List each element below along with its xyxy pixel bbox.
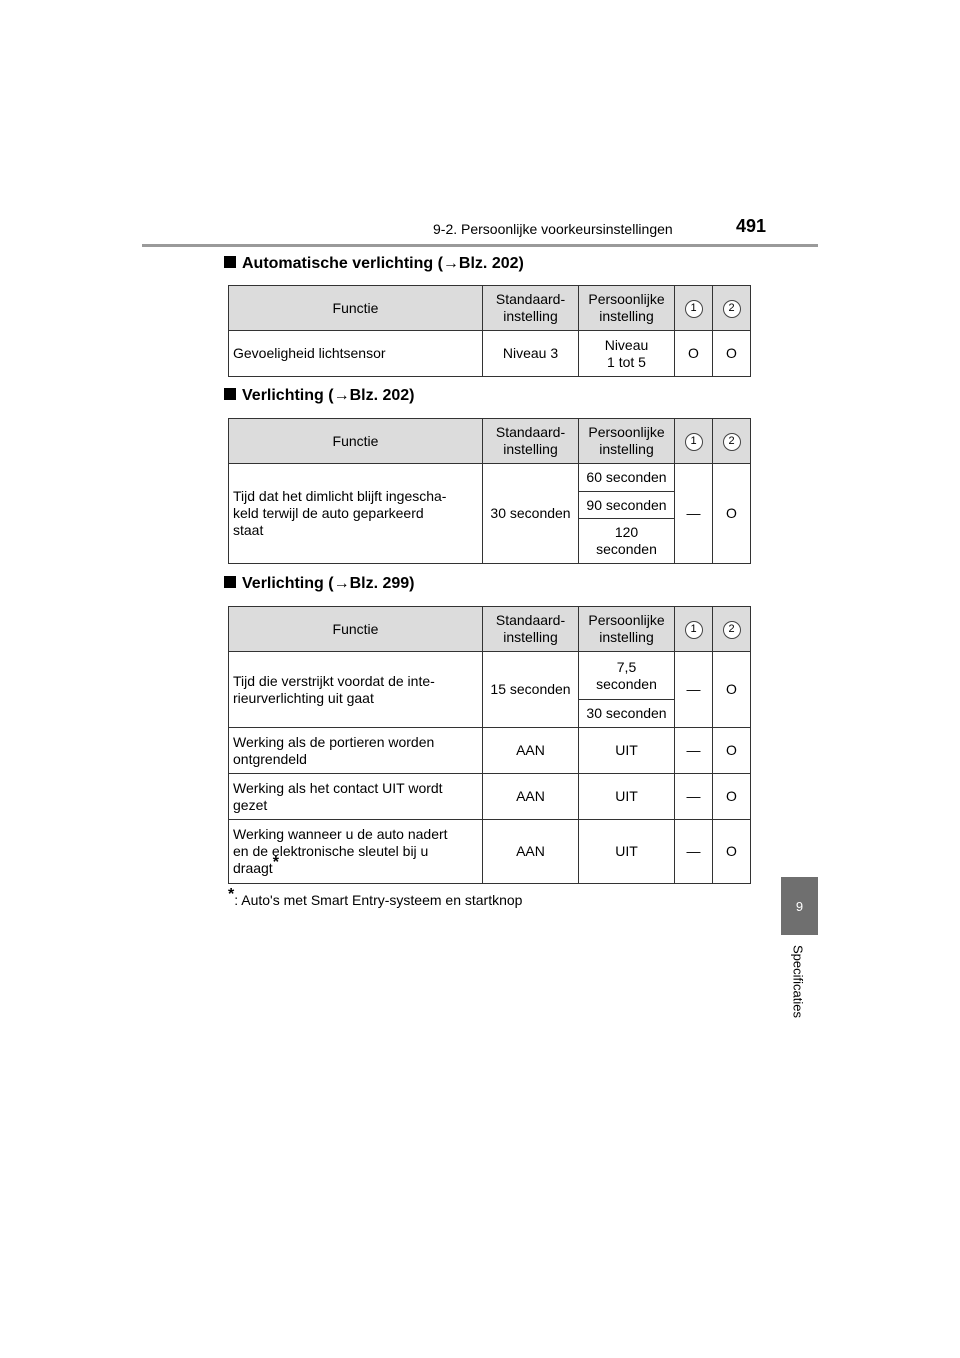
cell-functie: Tijd dat het dimlicht blijft ingescha- keld terwijl de auto geparkeerd staat bbox=[229, 464, 483, 564]
cell-persoonlijk-option: 90 seconden bbox=[579, 492, 675, 519]
section-title-text: Automatische verlichting (→Blz. 202) bbox=[242, 255, 524, 272]
cell-c2: O bbox=[713, 774, 751, 820]
header-standaard: Standaard- instelling bbox=[483, 286, 579, 331]
cell-functie bbox=[229, 820, 483, 884]
cell-functie: Tijd die verstrijkt voordat de inte- rieurverlichting uit gaat bbox=[229, 652, 483, 728]
table-lighting-299 bbox=[228, 606, 751, 884]
header-standaard: Standaard- instelling bbox=[483, 419, 579, 464]
cell-c1: — bbox=[675, 464, 713, 564]
square-bullet-icon bbox=[224, 256, 236, 268]
cell-persoonlijk: UIT bbox=[579, 774, 675, 820]
section-title-text: Verlichting (→Blz. 202) bbox=[242, 387, 415, 404]
footnote bbox=[228, 886, 523, 908]
cell-persoonlijk-option: 7,5 seconden bbox=[579, 652, 675, 700]
cell-standaard: AAN bbox=[483, 728, 579, 774]
header-persoonlijk: Persoonlijke instelling bbox=[579, 286, 675, 331]
cell-persoonlijk: Niveau 1 tot 5 bbox=[579, 331, 675, 377]
square-bullet-icon bbox=[224, 576, 236, 588]
header-standaard: Standaard- instelling bbox=[483, 607, 579, 652]
chapter-tab: 9 bbox=[781, 877, 818, 935]
footnote-text: : Auto's met Smart Entry-systeem en startknop bbox=[234, 892, 523, 908]
footnote-marker: * bbox=[272, 854, 279, 871]
header-divider bbox=[142, 244, 818, 247]
cell-c1: — bbox=[675, 652, 713, 728]
section-title-lighting-299 bbox=[224, 575, 414, 593]
header-functie: Functie bbox=[229, 286, 483, 331]
table-row bbox=[229, 728, 751, 774]
table-header-row bbox=[229, 419, 751, 464]
circled-1-icon: 1 bbox=[685, 300, 703, 318]
cell-c1: — bbox=[675, 820, 713, 884]
table-row bbox=[229, 331, 751, 377]
cell-standaard: AAN bbox=[483, 820, 579, 884]
header-persoonlijk: Persoonlijke instelling bbox=[579, 607, 675, 652]
table-header-row bbox=[229, 607, 751, 652]
table-auto-lighting bbox=[228, 285, 751, 377]
cell-persoonlijk-option: 60 seconden bbox=[579, 464, 675, 492]
cell-c2: O bbox=[713, 820, 751, 884]
cell-c2: O bbox=[713, 464, 751, 564]
cell-functie: Werking als de portieren worden ontgrendeld bbox=[229, 728, 483, 774]
cell-persoonlijk-option: 30 seconden bbox=[579, 700, 675, 728]
table-row bbox=[229, 820, 751, 884]
cell-c2: O bbox=[713, 331, 751, 377]
cell-functie: Werking als het contact UIT wordt gezet bbox=[229, 774, 483, 820]
section-title-lighting-202 bbox=[224, 387, 414, 405]
cell-c2: O bbox=[713, 728, 751, 774]
circled-1-icon: 1 bbox=[685, 621, 703, 639]
cell-c1: O bbox=[675, 331, 713, 377]
footnote-marker: * bbox=[228, 886, 235, 903]
square-bullet-icon bbox=[224, 388, 236, 400]
table-header-row bbox=[229, 286, 751, 331]
cell-c2: O bbox=[713, 652, 751, 728]
cell-standaard: AAN bbox=[483, 774, 579, 820]
header-col-2 bbox=[713, 286, 751, 331]
page-number: 491 bbox=[736, 216, 767, 236]
cell-functie-text: Werking wanneer u de auto nadert en de elektronische sleutel bij u draagt bbox=[233, 826, 448, 876]
table-row bbox=[229, 652, 751, 700]
cell-c1: — bbox=[675, 728, 713, 774]
chapter-label-text: Specificaties bbox=[790, 945, 806, 1018]
header-col-1 bbox=[675, 286, 713, 331]
header-functie: Functie bbox=[229, 607, 483, 652]
circled-1-icon: 1 bbox=[685, 433, 703, 451]
cell-standaard: Niveau 3 bbox=[483, 331, 579, 377]
cell-functie: Gevoeligheid lichtsensor bbox=[229, 331, 483, 377]
header-col-1 bbox=[675, 607, 713, 652]
section-heading: 9-2. Persoonlijke voorkeursinstellingen bbox=[433, 221, 673, 237]
cell-persoonlijk: UIT bbox=[579, 820, 675, 884]
chapter-label bbox=[786, 945, 810, 1035]
header-col-2 bbox=[713, 419, 751, 464]
table-row bbox=[229, 774, 751, 820]
cell-standaard: 30 seconden bbox=[483, 464, 579, 564]
circled-2-icon: 2 bbox=[723, 621, 741, 639]
header-persoonlijk: Persoonlijke instelling bbox=[579, 419, 675, 464]
header-functie: Functie bbox=[229, 419, 483, 464]
circled-2-icon: 2 bbox=[723, 433, 741, 451]
section-title-text: Verlichting (→Blz. 299) bbox=[242, 575, 415, 592]
table-lighting-202 bbox=[228, 418, 751, 564]
header-col-1 bbox=[675, 419, 713, 464]
cell-c1: — bbox=[675, 774, 713, 820]
cell-persoonlijk: UIT bbox=[579, 728, 675, 774]
cell-standaard: 15 seconden bbox=[483, 652, 579, 728]
cell-persoonlijk-option: 120 seconden bbox=[579, 519, 675, 564]
header-col-2 bbox=[713, 607, 751, 652]
table-row bbox=[229, 464, 751, 492]
page-header bbox=[0, 0, 960, 260]
section-title-auto-lighting bbox=[224, 255, 524, 273]
circled-2-icon: 2 bbox=[723, 300, 741, 318]
